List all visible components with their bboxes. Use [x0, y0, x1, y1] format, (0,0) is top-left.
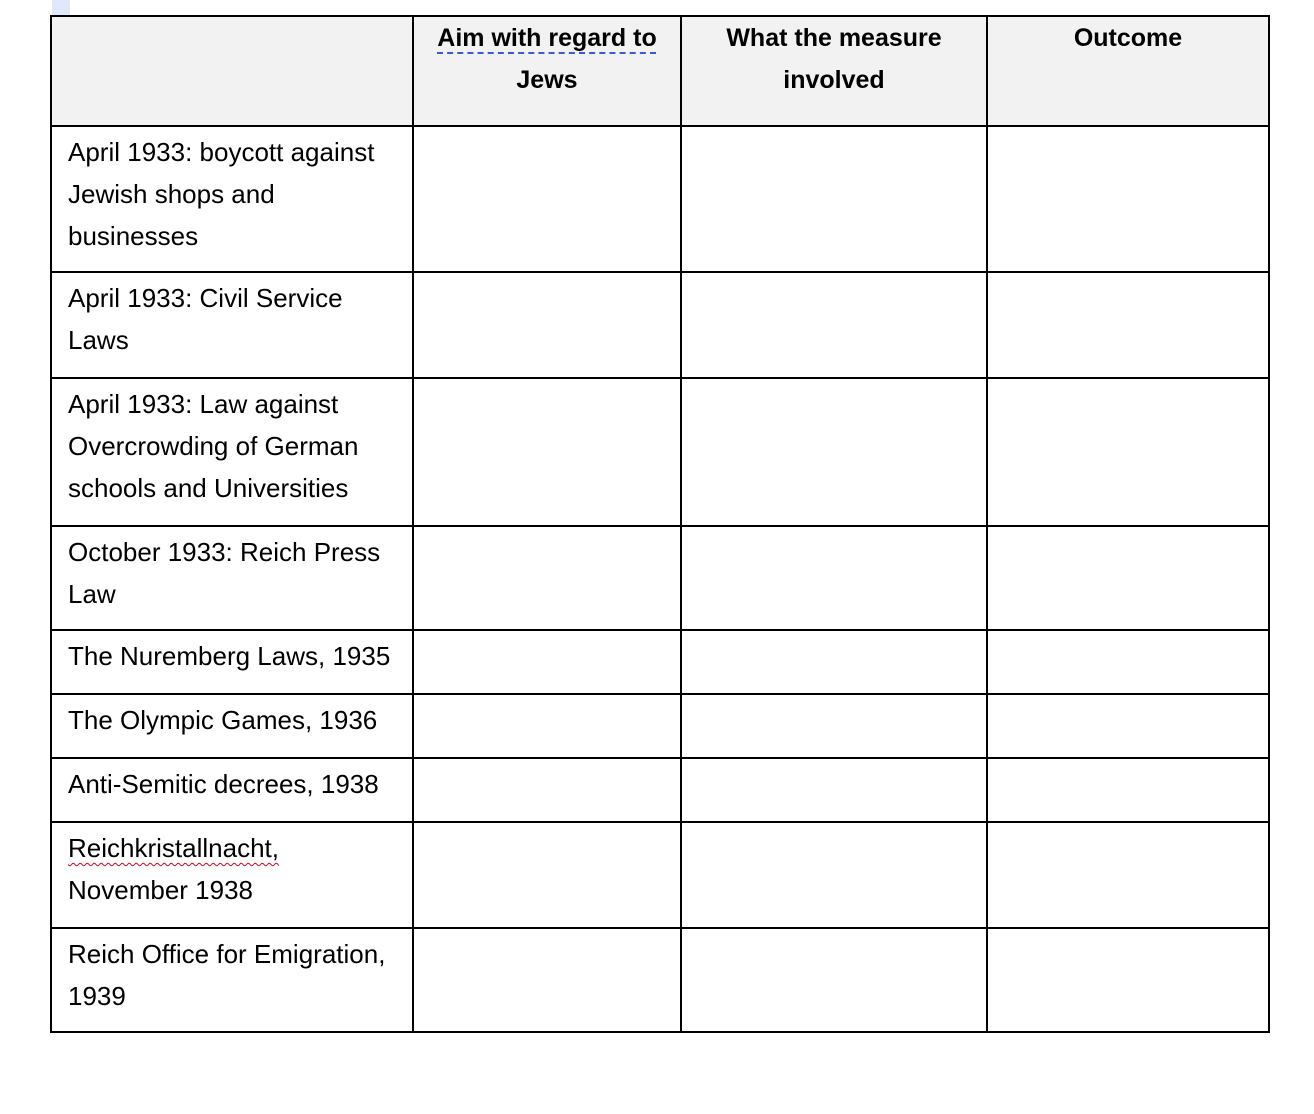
measure-cell[interactable]	[681, 526, 987, 630]
outcome-cell[interactable]	[987, 126, 1269, 272]
table-row	[51, 526, 1269, 630]
table-row	[51, 630, 1269, 694]
header-measure-line1: What the measure	[726, 24, 942, 52]
outcome-cell[interactable]	[987, 758, 1269, 822]
outcome-cell[interactable]	[987, 378, 1269, 526]
table-row	[51, 928, 1269, 1032]
outcome-cell[interactable]	[987, 694, 1269, 758]
outcome-cell[interactable]	[987, 822, 1269, 928]
event-cell[interactable]: October 1933: Reich Press Law	[51, 526, 413, 630]
aim-cell[interactable]	[413, 526, 681, 630]
header-aim-line2: Jews	[516, 66, 578, 94]
outcome-cell[interactable]	[987, 928, 1269, 1032]
header-cell-empty[interactable]	[51, 16, 413, 126]
aim-cell[interactable]	[413, 928, 681, 1032]
measure-cell[interactable]	[681, 272, 987, 378]
outcome-cell[interactable]	[987, 630, 1269, 694]
header-measure[interactable]	[681, 16, 987, 126]
event-cell[interactable]: April 1933: boycott against Jewish shops and businesses	[51, 126, 413, 272]
aim-cell[interactable]	[413, 272, 681, 378]
table-row	[51, 694, 1269, 758]
measure-cell[interactable]	[681, 630, 987, 694]
measure-cell[interactable]	[681, 928, 987, 1032]
event-cell[interactable]: The Nuremberg Laws, 1935	[51, 630, 413, 694]
outcome-cell[interactable]	[987, 526, 1269, 630]
aim-cell[interactable]	[413, 126, 681, 272]
header-row	[51, 16, 1269, 126]
spelling-flagged-word[interactable]: Reichkristallnacht,	[68, 833, 279, 863]
aim-cell[interactable]	[413, 694, 681, 758]
table-row	[51, 272, 1269, 378]
measure-cell[interactable]	[681, 378, 987, 526]
table-row	[51, 822, 1269, 928]
header-outcome-label: Outcome	[1073, 24, 1183, 52]
header-aim-line1: Aim with regard to	[437, 24, 657, 52]
event-cell[interactable]: April 1933: Law against Overcrowding of German schools and Universities	[51, 378, 413, 526]
aim-cell[interactable]	[413, 378, 681, 526]
header-aim[interactable]	[413, 16, 681, 126]
measure-cell[interactable]	[681, 758, 987, 822]
event-cell[interactable]	[51, 822, 413, 928]
aim-cell[interactable]	[413, 758, 681, 822]
measure-cell[interactable]	[681, 126, 987, 272]
selection-marker	[52, 0, 70, 16]
worksheet-table	[50, 15, 1270, 1033]
table-row	[51, 758, 1269, 822]
aim-cell[interactable]	[413, 630, 681, 694]
event-cell[interactable]: The Olympic Games, 1936	[51, 694, 413, 758]
table-row	[51, 378, 1269, 526]
table-row	[51, 126, 1269, 272]
outcome-cell[interactable]	[987, 272, 1269, 378]
header-measure-line2: involved	[783, 66, 885, 94]
aim-cell[interactable]	[413, 822, 681, 928]
header-outcome[interactable]	[987, 16, 1269, 126]
measure-cell[interactable]	[681, 694, 987, 758]
measure-cell[interactable]	[681, 822, 987, 928]
event-cell[interactable]: Reich Office for Emigration, 1939	[51, 928, 413, 1032]
event-cell[interactable]: April 1933: Civil Service Laws	[51, 272, 413, 378]
event-cell[interactable]: Anti-Semitic decrees, 1938	[51, 758, 413, 822]
event-cell-rest: November 1938	[68, 875, 253, 905]
